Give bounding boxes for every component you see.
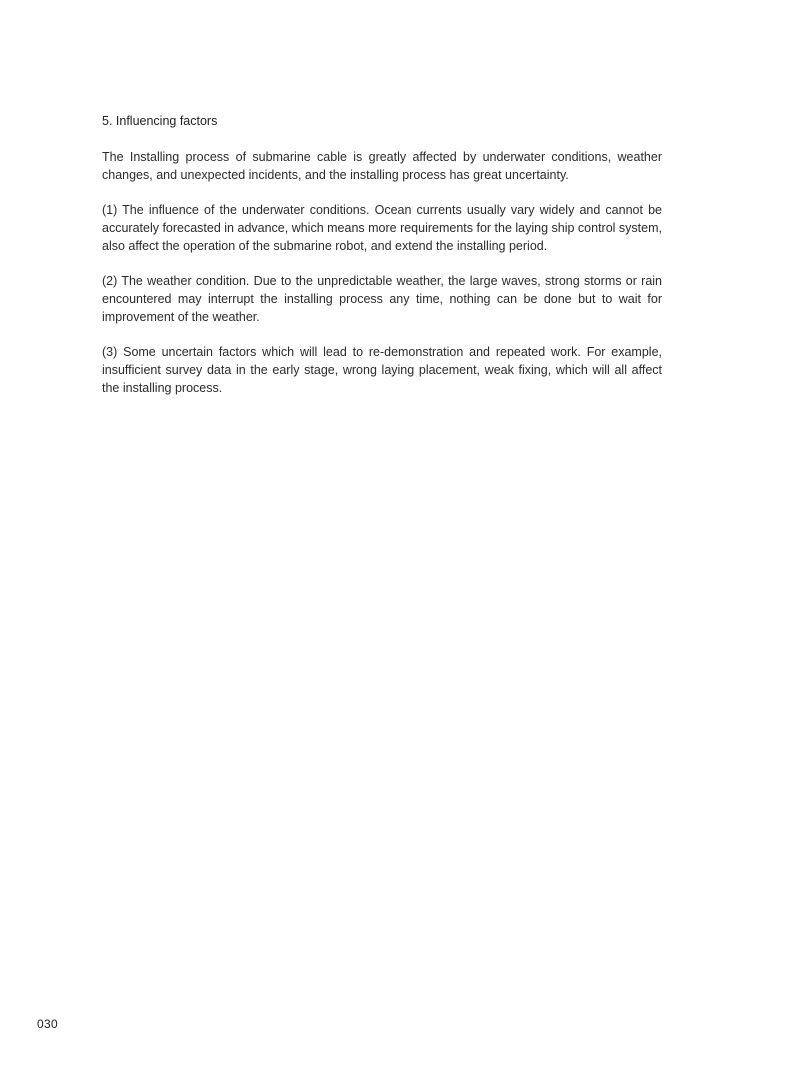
section-heading: 5. Influencing factors xyxy=(102,114,218,128)
page-number: 030 xyxy=(37,1017,58,1031)
factor-weather-paragraph: (2) The weather condition. Due to the unpredictable weather, the large waves, strong storms or rain encountered may interrupt the installing process any time, nothing can be done but to wait for improvement of the weather. xyxy=(102,274,662,324)
page-content xyxy=(102,112,662,414)
factor-uncertain-paragraph: (3) Some uncertain factors which will lead to re-demonstration and repeated work. For example, insufficient survey data in the early stage, wrong laying placement, weak fixing, which will all affect the installing process. xyxy=(102,345,662,395)
factor-underwater-paragraph: (1) The influence of the underwater conditions. Ocean currents usually vary widely and cannot be accurately forecasted in advance, which means more requirements for the laying ship control system, also affect the operation of the submarine robot, and extend the installing period. xyxy=(102,203,662,253)
intro-paragraph: The Installing process of submarine cable is greatly affected by underwater conditions, weather changes, and unexpected incidents, and the installing process has great uncertainty. xyxy=(102,150,662,182)
